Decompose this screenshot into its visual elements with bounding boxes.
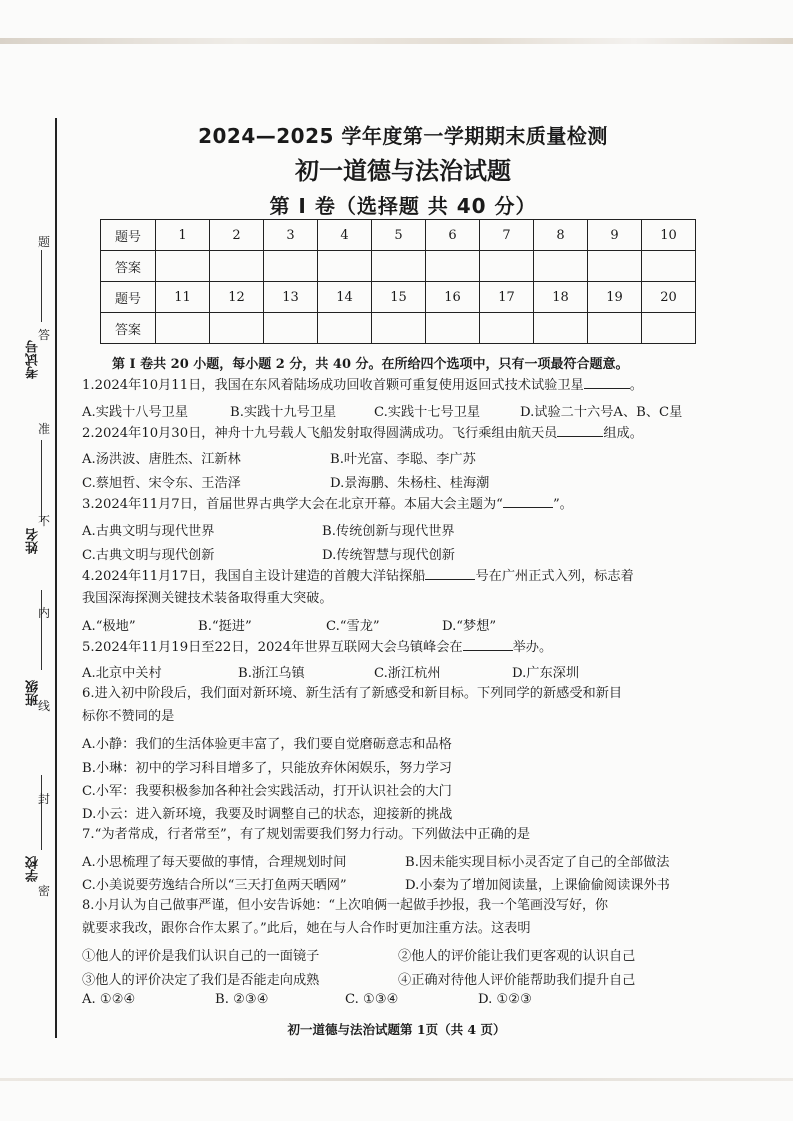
statement: ①他人的评价是我们认识自己的一面镜子 bbox=[82, 949, 320, 964]
question-number: 20 bbox=[642, 282, 696, 313]
question-number: 9 bbox=[588, 220, 642, 251]
option: B.叶光富、李聪、李广苏 bbox=[330, 452, 476, 467]
option: A.北京中关村 bbox=[82, 666, 162, 681]
question-number: 13 bbox=[264, 282, 318, 313]
answer-cell[interactable] bbox=[318, 313, 372, 344]
statement: ③他人的评价决定了我们是否能走向成熟 bbox=[82, 973, 320, 988]
question-number: 6 bbox=[426, 220, 480, 251]
question-tail: ”。 bbox=[552, 497, 573, 512]
answer-cell[interactable] bbox=[480, 251, 534, 282]
answer-cell[interactable] bbox=[588, 313, 642, 344]
answer-cell[interactable] bbox=[156, 251, 210, 282]
answer-cell[interactable] bbox=[318, 251, 372, 282]
seal-char: 答 bbox=[38, 328, 51, 342]
answer-cell[interactable] bbox=[534, 313, 588, 344]
question-6-line2: 标你不赞同的是 bbox=[82, 709, 175, 724]
row-label: 答案 bbox=[101, 313, 156, 344]
option: C.浙江杭州 bbox=[374, 666, 441, 681]
answer-table bbox=[100, 219, 696, 344]
exam-number-blank bbox=[41, 250, 42, 322]
class-label: 班级 bbox=[26, 680, 41, 706]
exam-title: 2024—2025 学年度第一学期期末质量检测 bbox=[198, 124, 608, 148]
question-7: 7.“为者常成，行者常至”，有了规划需要我们努力行动。下列做法中正确的是 bbox=[82, 827, 531, 842]
answer-cell[interactable] bbox=[534, 251, 588, 282]
option: C.蔡旭哲、宋令东、王浩泽 bbox=[82, 476, 241, 491]
question-number: 19 bbox=[588, 282, 642, 313]
answer-blank bbox=[425, 568, 475, 580]
answer-cell[interactable] bbox=[264, 313, 318, 344]
seal-char: 封 bbox=[38, 792, 51, 806]
question-number: 10 bbox=[642, 220, 696, 251]
option: D.试验二十六号A、B、C星 bbox=[520, 405, 683, 420]
question-stem: 3.2024年11月7日，首届世界古典学大会在北京开幕。本届大会主题为“ bbox=[82, 497, 503, 512]
answer-blank bbox=[503, 496, 553, 508]
answer-cell[interactable] bbox=[210, 313, 264, 344]
seal-char: 题 bbox=[38, 235, 51, 249]
seal-char: 内 bbox=[38, 606, 51, 620]
question-5 bbox=[82, 639, 552, 656]
option: B.因未能实现目标小灵否定了自己的全部做法 bbox=[405, 855, 670, 870]
answer-cell[interactable] bbox=[210, 251, 264, 282]
option: A.“极地” bbox=[82, 619, 136, 634]
option: D.小秦为了增加阅读量，上课偷偷阅读课外书 bbox=[405, 878, 670, 893]
question-stem: 2.2024年10月30日，神舟十九号载人飞船发射取得圆满成功。飞行乘组由航天员 bbox=[82, 426, 558, 441]
option: A.小静：我们的生活体验更丰富了，我们要自觉磨砺意志和品格 bbox=[82, 737, 452, 752]
name-blank bbox=[41, 440, 42, 522]
question-number: 12 bbox=[210, 282, 264, 313]
question-number: 11 bbox=[156, 282, 210, 313]
question-4-line2: 我国深海探测关键技术装备取得重大突破。 bbox=[82, 591, 333, 606]
question-number: 15 bbox=[372, 282, 426, 313]
answer-cell[interactable] bbox=[642, 251, 696, 282]
binding-line bbox=[55, 118, 57, 1038]
option: B. ②③④ bbox=[215, 992, 269, 1007]
statement: ②他人的评价能让我们更客观的认识自己 bbox=[398, 949, 636, 964]
answer-cell[interactable] bbox=[372, 313, 426, 344]
question-stem: 1.2024年10月11日，我国在东风着陆场成功回收首颗可重复使用返回式技术试验卫星 bbox=[82, 378, 584, 393]
school-label: 学校 bbox=[26, 856, 41, 882]
question-tail: 举办。 bbox=[512, 640, 553, 655]
answer-cell[interactable] bbox=[642, 313, 696, 344]
page-footer: 初一道德与法治试题第 1页（共 4 页） bbox=[287, 1022, 506, 1037]
question-number: 18 bbox=[534, 282, 588, 313]
option: D.传统智慧与现代创新 bbox=[322, 548, 455, 563]
option: C. ①③④ bbox=[345, 992, 399, 1007]
scan-bottom-edge bbox=[0, 1078, 793, 1081]
scan-top-edge bbox=[0, 38, 793, 44]
table-row bbox=[101, 313, 696, 344]
subject-title: 初一道德与法治试题 bbox=[295, 157, 511, 185]
question-8: 8.小月认为自己做事严谨，但小安告诉她：“上次咱俩一起做手抄报，我一个笔画没写好，你 bbox=[82, 898, 609, 913]
answer-cell[interactable] bbox=[372, 251, 426, 282]
question-1 bbox=[82, 377, 643, 394]
option: D.“梦想” bbox=[442, 619, 497, 634]
header bbox=[78, 110, 728, 219]
table-row bbox=[101, 220, 696, 251]
option: B.浙江乌镇 bbox=[238, 666, 305, 681]
seal-char: 密 bbox=[38, 884, 51, 898]
question-stem: 5.2024年11月19日至22日，2024年世界互联网大会乌镇峰会在 bbox=[82, 640, 463, 655]
answer-cell[interactable] bbox=[480, 313, 534, 344]
class-blank bbox=[41, 590, 42, 670]
option: A.小思梳理了每天要做的事情，合理规划时间 bbox=[82, 855, 347, 870]
row-label: 答案 bbox=[101, 251, 156, 282]
option: B.传统创新与现代世界 bbox=[322, 524, 455, 539]
section-title: 第 I 卷（选择题 共 40 分） bbox=[269, 194, 537, 218]
option: D.小云：进入新环境，我要及时调整自己的状态，迎接新的挑战 bbox=[82, 807, 453, 822]
question-number: 14 bbox=[318, 282, 372, 313]
seal-char: 线 bbox=[38, 699, 51, 713]
exam-number-label: 考试号 bbox=[26, 340, 41, 379]
table-row bbox=[101, 251, 696, 282]
school-blank bbox=[41, 775, 42, 850]
question-number: 4 bbox=[318, 220, 372, 251]
answer-blank bbox=[557, 425, 603, 437]
question-8-line2: 就要求我改，跟你合作太累了。”此后，她在与人合作时更加注重方法。这表明 bbox=[82, 921, 531, 936]
question-tail: 号在广州正式入列，标志着 bbox=[475, 569, 634, 584]
answer-cell[interactable] bbox=[426, 313, 480, 344]
option: C.实践十七号卫星 bbox=[374, 405, 481, 420]
option: A.实践十八号卫星 bbox=[82, 405, 189, 420]
answer-blank bbox=[463, 639, 513, 651]
question-6: 6.进入初中阶段后，我们面对新环境、新生活有了新感受和新目标。下列同学的新感受和新目 bbox=[82, 686, 623, 701]
question-4 bbox=[82, 568, 634, 585]
option: C.古典文明与现代创新 bbox=[82, 548, 215, 563]
instructions: 第 I 卷共 20 小题，每小题 2 分，共 40 分。在所给四个选项中，只有一项最符合题意。 bbox=[112, 357, 629, 372]
question-3 bbox=[82, 496, 573, 513]
answer-cell[interactable] bbox=[588, 251, 642, 282]
seal-char: 不 bbox=[38, 514, 51, 528]
option: D.景海鹏、朱杨柱、桂海潮 bbox=[330, 476, 490, 491]
statement: ④正确对待他人评价能帮助我们提升自己 bbox=[398, 973, 636, 988]
option: D.广东深圳 bbox=[512, 666, 580, 681]
option: A.汤洪波、唐胜杰、江新林 bbox=[82, 452, 241, 467]
answer-cell[interactable] bbox=[264, 251, 318, 282]
answer-cell[interactable] bbox=[426, 251, 480, 282]
question-number: 17 bbox=[480, 282, 534, 313]
question-2 bbox=[82, 425, 643, 442]
seal-char: 准 bbox=[38, 422, 51, 436]
answer-blank bbox=[584, 377, 630, 389]
question-number: 1 bbox=[156, 220, 210, 251]
option: C.“雪龙” bbox=[326, 619, 380, 634]
option: B.小琳：初中的学习科目增多了，只能放弃休闲娱乐，努力学习 bbox=[82, 761, 452, 776]
question-number: 7 bbox=[480, 220, 534, 251]
option: D. ①②③ bbox=[478, 992, 532, 1007]
row-label: 题号 bbox=[101, 220, 156, 251]
option: A.古典文明与现代世界 bbox=[82, 524, 215, 539]
question-number: 2 bbox=[210, 220, 264, 251]
name-label: 姓名 bbox=[26, 528, 41, 554]
question-number: 8 bbox=[534, 220, 588, 251]
row-label: 题号 bbox=[101, 282, 156, 313]
option: C.小美说要劳逸结合所以“三天打鱼两天晒网” bbox=[82, 878, 347, 893]
option: C.小军：我要积极参加各种社会实践活动，打开认识社会的大门 bbox=[82, 784, 452, 799]
table-row bbox=[101, 282, 696, 313]
question-stem: 4.2024年11月17日，我国自主设计建造的首艘大洋钻探船 bbox=[82, 569, 426, 584]
question-tail: 。 bbox=[629, 378, 643, 393]
question-number: 5 bbox=[372, 220, 426, 251]
option: B.“挺进” bbox=[198, 619, 252, 634]
option: B.实践十九号卫星 bbox=[230, 405, 337, 420]
answer-cell[interactable] bbox=[156, 313, 210, 344]
question-number: 16 bbox=[426, 282, 480, 313]
question-tail: 组成。 bbox=[603, 426, 643, 441]
question-number: 3 bbox=[264, 220, 318, 251]
option: A. ①②④ bbox=[82, 992, 136, 1007]
